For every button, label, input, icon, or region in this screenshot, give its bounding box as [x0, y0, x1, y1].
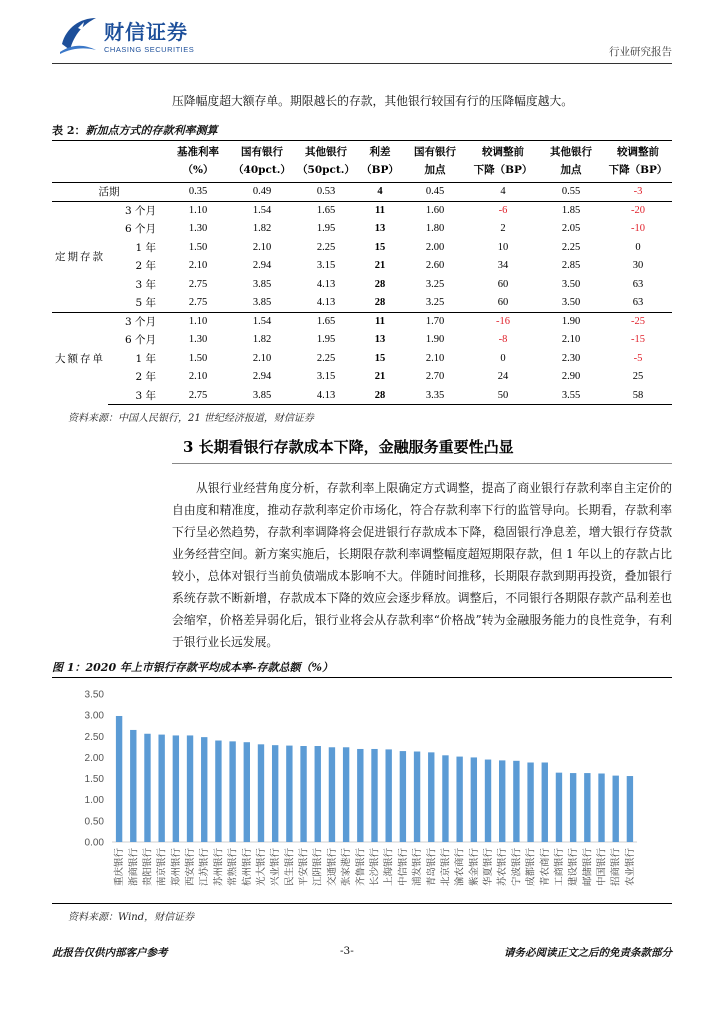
table-row [52, 349, 672, 368]
table-cell: 1.54 [230, 312, 294, 331]
table-cell: 3.25 [425, 297, 445, 308]
row-term-label: 1 年 [135, 241, 156, 254]
table-cell: 3.85 [252, 278, 272, 290]
table-cell: 1.80 [425, 223, 445, 235]
table-row [52, 368, 672, 387]
table-cell: -6 [468, 201, 538, 220]
x-axis-category-label: 张家港行 [341, 848, 353, 887]
row-term-label: 3 年 [108, 386, 166, 405]
table-cell: 1.30 [188, 223, 208, 235]
table-row [52, 275, 672, 294]
x-axis-category-label: 中国银行 [596, 848, 608, 887]
y-axis-tick-label: 3.50 [84, 689, 104, 701]
bar [371, 749, 377, 842]
table-cell: 0.55 [561, 186, 581, 198]
x-axis-category-label: 建设银行 [568, 848, 580, 887]
table-cell: 13 [374, 223, 386, 235]
table-row [52, 183, 672, 202]
table-cell: 3.50 [561, 297, 581, 308]
table-cell: 3.50 [561, 278, 581, 290]
column-subheader: （50pct.） [294, 161, 358, 183]
bar [116, 716, 122, 842]
table-row [52, 386, 672, 405]
x-axis-category-label: 农业银行 [624, 848, 636, 887]
table-cell: 2.30 [561, 352, 581, 364]
table-row [52, 201, 672, 220]
x-axis-category-label: 郑州银行 [170, 848, 182, 887]
column-header: 其他银行 [538, 141, 604, 162]
column-header: 利差 [358, 141, 402, 162]
table-cell: 2.10 [561, 334, 581, 346]
bar [627, 776, 633, 842]
company-logo [58, 14, 228, 58]
table-cell: 63 [632, 278, 644, 290]
x-axis-category-label: 苏农银行 [497, 848, 509, 887]
table-cell: 0.35 [188, 186, 208, 198]
table-cell: 2.10 [188, 260, 208, 272]
column-header: 其他银行 [294, 141, 358, 162]
figure-bottom-divider [52, 903, 672, 904]
bar [513, 761, 519, 842]
table-caption-label: 表 2： [52, 124, 86, 137]
table-cell: 2.75 [166, 386, 230, 405]
table-cell: 24 [497, 371, 509, 383]
table-cell: 2.10 [252, 352, 272, 364]
x-axis-category-label: 杭州银行 [241, 848, 253, 887]
column-header: 基准利率 [166, 141, 230, 162]
table-cell: 1.85 [538, 201, 604, 220]
table-cell: 1.70 [402, 312, 468, 331]
table-cell: 3.85 [252, 297, 272, 308]
x-axis-category-label: 宁波银行 [511, 848, 523, 887]
footer-disclaimer-right: 请务必阅读正文之后的免责条款部分 [504, 947, 672, 959]
table-cell: 3.15 [316, 260, 336, 272]
bar [315, 746, 321, 842]
table-cell: -20 [604, 201, 672, 220]
x-axis-category-label: 邮储银行 [582, 848, 594, 887]
table-cell: 3.15 [316, 371, 336, 383]
bar [542, 763, 548, 842]
table-cell: 1.54 [230, 201, 294, 220]
table-cell: 34 [497, 260, 509, 272]
table-cell: 21 [374, 371, 386, 383]
y-axis-tick-label: 1.00 [84, 795, 104, 807]
bar [456, 757, 462, 842]
x-axis-category-label: 交通银行 [326, 848, 338, 887]
page-number: -3- [340, 945, 354, 957]
row-term-label: 3 个月 [108, 312, 166, 331]
figure-caption-title: 2020 年上市银行存款平均成本率-存款总额（%） [85, 661, 333, 674]
table-cell: -10 [631, 223, 645, 235]
bar [329, 747, 335, 842]
chasing-securities-logo-icon [58, 14, 98, 56]
table-cell: 0 [500, 352, 506, 364]
footer-disclaimer-left: 此报告仅供内部客户参考 [52, 947, 168, 959]
x-axis-category-label: 浙商银行 [128, 848, 140, 887]
table-caption-title: 新加点方式的存款利率测算 [85, 124, 218, 137]
table-cell: 1.10 [166, 312, 230, 331]
table-row [52, 220, 672, 239]
table-caption [52, 122, 217, 138]
row-term-label: 2 年 [135, 260, 156, 273]
table-cell: 3.35 [402, 386, 468, 405]
x-axis-category-label: 招商银行 [610, 848, 622, 887]
x-axis-category-label: 齐鲁银行 [355, 848, 367, 887]
y-axis-tick-label: 0.00 [84, 837, 104, 849]
table-cell: 4 [500, 186, 506, 198]
table-cell: 1.90 [425, 334, 445, 346]
table-cell: 28 [374, 297, 386, 308]
table-cell: 1.90 [538, 312, 604, 331]
x-axis-category-label: 贵阳银行 [142, 848, 154, 887]
bar [187, 735, 193, 842]
column-subheader: 加点 [402, 161, 468, 183]
y-axis-tick-label: 2.00 [84, 752, 104, 764]
table-cell: 2.10 [425, 352, 445, 364]
figure-top-divider [52, 677, 672, 678]
bar [343, 747, 349, 842]
bar [272, 745, 278, 842]
bar [485, 760, 491, 842]
bar [400, 751, 406, 842]
table-cell: 2.00 [425, 241, 445, 253]
x-axis-category-label: 常熟银行 [227, 848, 239, 887]
x-axis-category-label: 青岛银行 [426, 848, 438, 887]
row-term-label: 3 个月 [108, 201, 166, 220]
x-axis-category-label: 上海银行 [383, 848, 395, 887]
bar [173, 735, 179, 842]
table-cell: 0.49 [252, 186, 272, 198]
table-header-row-2 [52, 161, 672, 183]
logo-chinese-name: 财信证券 [104, 20, 188, 44]
table-cell: 2.60 [425, 260, 445, 272]
table-cell: 3.85 [230, 386, 294, 405]
table-cell: 1.65 [294, 201, 358, 220]
table-cell: 15 [374, 352, 386, 364]
table-cell: 2.25 [561, 241, 581, 253]
table-cell: 2.10 [188, 371, 208, 383]
bar [158, 735, 164, 842]
table-cell: 0.45 [425, 186, 445, 198]
table-cell: 3.25 [425, 278, 445, 290]
table-cell: 11 [358, 312, 402, 331]
table-row [52, 312, 672, 331]
table-cell: 1.82 [252, 334, 272, 346]
table-cell: 15 [374, 241, 386, 253]
table-cell: 1.82 [252, 223, 272, 235]
column-subheader: 下降（BP） [468, 161, 538, 183]
table-cell: 1.50 [188, 352, 208, 364]
table-cell: 4.13 [316, 297, 336, 308]
table-cell: 11 [358, 201, 402, 220]
x-axis-category-label: 兴业银行 [270, 848, 282, 887]
x-axis-category-label: 平安银行 [298, 848, 310, 887]
table-cell: 10 [497, 241, 509, 253]
table-cell: 21 [374, 260, 386, 272]
row-term-label: 3 年 [135, 278, 156, 291]
bar [144, 734, 150, 842]
x-axis-category-label: 青农商行 [539, 848, 551, 887]
table-cell: 2.25 [316, 352, 336, 364]
deposit-cost-bar-chart [52, 682, 672, 902]
x-axis-category-label: 重庆银行 [114, 848, 126, 887]
table-cell: 4.13 [316, 278, 336, 290]
x-axis-category-label: 江苏银行 [199, 848, 211, 887]
table-cell: 25 [632, 371, 644, 383]
intro-paragraph: 压降幅度超大额存单。期限越长的存款，其他银行较国有行的压降幅度越大。 [172, 94, 574, 108]
table-cell: 2.75 [188, 297, 208, 308]
column-header: 较调整前 [468, 141, 538, 162]
bar [442, 755, 448, 842]
logo-english-name: CHASING SECURITIES [104, 45, 195, 54]
table-cell: 2.94 [252, 371, 272, 383]
bar [258, 744, 264, 842]
bar [499, 760, 505, 842]
table-cell: 2.05 [561, 223, 581, 235]
row-group-label: 大额存单 [52, 312, 108, 405]
table-cell: -3 [633, 186, 643, 198]
x-axis-category-label: 浦发银行 [412, 848, 424, 887]
row-label: 活期 [98, 187, 120, 199]
row-term-label: 6 个月 [124, 223, 156, 236]
table-cell: 4 [377, 186, 383, 198]
row-term-label: 1 年 [135, 352, 156, 365]
figure-caption-label: 图 1： [52, 661, 86, 674]
figure-source-note: 资料来源：Wind，财信证券 [68, 912, 195, 923]
bar [244, 742, 250, 842]
bar [300, 746, 306, 842]
bar [584, 773, 590, 842]
column-subheader: （%） [166, 161, 230, 183]
x-axis-category-label: 长沙银行 [369, 848, 381, 887]
x-axis-category-label: 苏州银行 [213, 848, 225, 887]
table-cell: 28 [358, 386, 402, 405]
x-axis-category-label: 北京银行 [440, 848, 452, 887]
bar [527, 763, 533, 842]
column-header: 较调整前 [604, 141, 672, 162]
table-cell: 1.95 [316, 334, 336, 346]
table-cell: -25 [604, 312, 672, 331]
table-cell: 2.85 [561, 260, 581, 272]
x-axis-category-label: 西安银行 [185, 848, 197, 887]
x-axis-category-label: 工商银行 [553, 848, 565, 887]
table-cell: 2 [500, 223, 506, 235]
table-row [52, 331, 672, 350]
column-subheader: 下降（BP） [604, 161, 672, 183]
table-cell: 2.90 [561, 371, 581, 383]
table-cell: 30 [632, 260, 644, 272]
x-axis-category-label: 华夏银行 [483, 848, 495, 887]
x-axis-category-label: 成都银行 [525, 848, 537, 887]
x-axis-category-label: 渝农商行 [454, 848, 466, 887]
column-subheader: 加点 [538, 161, 604, 183]
bar [201, 737, 207, 842]
x-axis-category-label: 江阴银行 [312, 848, 324, 887]
table-cell: 50 [468, 386, 538, 405]
table-cell: 2.75 [188, 278, 208, 290]
table-cell: 13 [374, 334, 386, 346]
column-subheader: （40pct.） [230, 161, 294, 183]
table-cell: 1.30 [188, 334, 208, 346]
y-axis-tick-label: 0.50 [84, 816, 104, 828]
table-row [52, 294, 672, 313]
table-cell: -15 [631, 334, 645, 346]
table-cell: 1.65 [294, 312, 358, 331]
section-title: 3 长期看银行存款成本下降，金融服务重要性凸显 [183, 438, 514, 456]
bar [229, 741, 235, 842]
y-axis-tick-label: 3.00 [84, 710, 104, 722]
table-cell: -5 [633, 352, 643, 364]
y-axis-tick-label: 2.50 [84, 731, 104, 743]
bar [414, 752, 420, 842]
row-group-label: 定期存款 [52, 201, 108, 312]
x-axis-category-label: 南京银行 [156, 848, 168, 887]
figure-caption [52, 659, 333, 675]
row-term-label: 5 年 [135, 297, 156, 309]
table-source-note: 资料来源：中国人民银行，21 世纪经济报道，财信证券 [68, 413, 314, 424]
header-divider [52, 63, 672, 64]
table-row [52, 257, 672, 276]
bar [428, 752, 434, 842]
table-cell: 1.10 [166, 201, 230, 220]
bar [357, 749, 363, 842]
x-axis-category-label: 中信银行 [397, 848, 409, 887]
bar [286, 746, 292, 842]
column-subheader: （BP） [358, 161, 402, 183]
table-cell: 60 [497, 278, 509, 290]
section-divider [172, 463, 672, 464]
row-term-label: 2 年 [135, 371, 156, 384]
x-axis-category-label: 紫金银行 [468, 848, 480, 887]
column-header: 国有银行 [230, 141, 294, 162]
bar [613, 776, 619, 842]
table-cell: 4.13 [294, 386, 358, 405]
x-axis-category-label: 民生银行 [284, 848, 296, 887]
table-cell: 1.95 [316, 223, 336, 235]
table-cell: 2.10 [252, 241, 272, 253]
table-header-row-1 [52, 141, 672, 162]
bar [215, 741, 221, 842]
table-cell: 2.25 [316, 241, 336, 253]
deposit-rate-table [52, 140, 672, 405]
table-cell: 28 [374, 278, 386, 290]
report-type-label: 行业研究报告 [609, 46, 672, 58]
table-cell: 1.50 [188, 241, 208, 253]
bar [130, 730, 136, 842]
table-cell: -8 [498, 334, 508, 346]
x-axis-category-label: 光大银行 [255, 848, 267, 887]
y-axis-tick-label: 1.50 [84, 774, 104, 786]
table-cell: 63 [632, 297, 644, 308]
table-cell: 58 [604, 386, 672, 405]
table-cell: 3.55 [538, 386, 604, 405]
table-cell: 2.94 [252, 260, 272, 272]
bar [471, 757, 477, 842]
table-cell: -16 [468, 312, 538, 331]
column-header: 国有银行 [402, 141, 468, 162]
table-cell: 0.53 [316, 186, 336, 198]
bar [598, 773, 604, 842]
row-term-label: 6 个月 [124, 334, 156, 347]
table-cell: 2.70 [425, 371, 445, 383]
table-cell: 60 [497, 297, 509, 308]
section-body-paragraph: 从银行业经营角度分析，存款利率上限确定方式调整，提高了商业银行存款利率自主定价的自由度和精准度，推动存款利率定价市场化，符合存款利率下行的监管导向。长期看，存款利率下行呈必然趋势，存款利率调降将会促进银行存款成本下降，稳固银行净息差，增大银行存贷款业务经营空间。新方案实施后，长期限存款利率调整幅度超短期限存款，但 1 年以上的存款占比较小，总体对银行当前负债端成本影响不大。伴随时间推移，长期限存款到期再投资，叠加银行系统存款不断新增，存款成本下降的效应会逐步释放。调整后，不同银行各期限存款产品利差也会缩窄，价格差异弱化后，银行业将会从存款利率“价格战”转为金融服务能力的良性竞争，有利于银行业长远发展。 [172, 481, 672, 649]
table-cell: 1.60 [402, 201, 468, 220]
bar [556, 773, 562, 842]
table-cell: 0 [635, 241, 641, 253]
bar [385, 749, 391, 842]
table-row [52, 238, 672, 257]
bar [570, 773, 576, 842]
